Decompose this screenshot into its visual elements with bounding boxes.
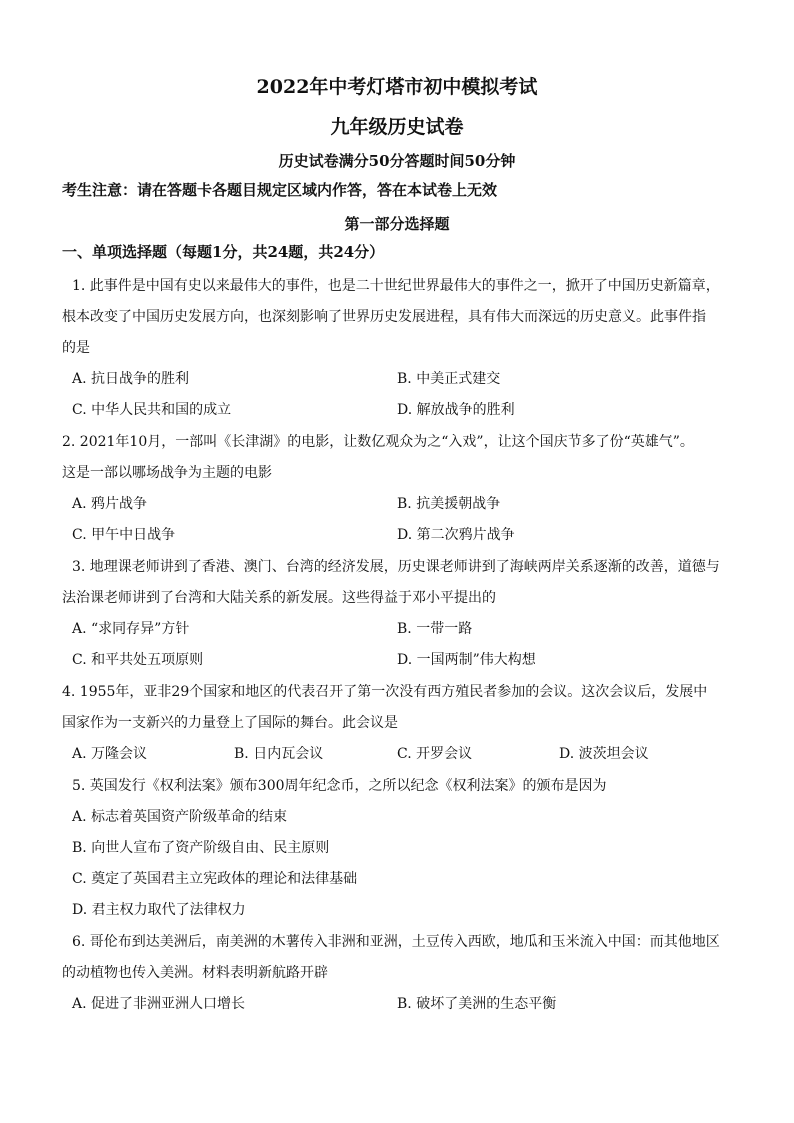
question-text: 4. 1955年，亚非29个国家和地区的代表召开了第一次没有西方殖民者参加的会议。这次会议后，发展中 <box>62 684 708 700</box>
option-a: A. 标志着英国资产阶级革命的结束 <box>72 809 288 825</box>
exam-info: 历史试卷满分50分答题时间50分钟 <box>278 152 516 170</box>
option-d: D. 君主权力取代了法律权力 <box>72 902 246 918</box>
option-d: D. 解放战争的胜利 <box>397 402 515 418</box>
option-b: B. 一带一路 <box>397 621 473 637</box>
option-d: D. 第二次鸦片战争 <box>397 527 515 543</box>
option-c: C. 甲午中日战争 <box>72 527 176 543</box>
question-text: 3. 地理课老师讲到了香港、澳门、台湾的经济发展，历史课老师讲到了海峡两岸关系逐渐的改善，道德与 <box>72 559 720 575</box>
option-a: A. 万隆会议 <box>72 746 148 762</box>
option-c: C. 中华人民共和国的成立 <box>72 402 232 418</box>
question-text: 这是一部以哪场战争为主题的电影 <box>62 465 272 481</box>
section-title: 一、单项选择题（每题1分，共24题，共24分） <box>62 243 385 261</box>
option-d: D. 波茨坦会议 <box>559 746 649 762</box>
question-text: 1. 此事件是中国有史以来最伟大的事件，也是二十世纪世界最伟大的事件之一，掀开了中国历史新篇章， <box>72 278 720 294</box>
question-text: 的是 <box>62 340 90 356</box>
option-b: B. 破坏了美洲的生态平衡 <box>397 996 557 1012</box>
option-b: B. 向世人宣布了资产阶级自由、民主原则 <box>72 840 330 856</box>
option-d: D. 一国两制”伟大构想 <box>397 652 536 668</box>
option-c: C. 开罗会议 <box>397 746 473 762</box>
option-b: B. 日内瓦会议 <box>234 746 324 762</box>
part-title: 第一部分选择题 <box>344 215 450 233</box>
exam-notice: 考生注意：请在答题卡各题目规定区域内作答，答在本试卷上无效 <box>62 181 498 199</box>
exam-subtitle: 九年级历史试卷 <box>330 116 464 138</box>
question-text: 2. 2021年10月，一部叫《长津湖》的电影，让数亿观众为之“入戏”，让这个国庆节多了份“英雄气”。 <box>62 434 694 450</box>
question-text: 6. 哥伦布到达美洲后，南美洲的木薯传入非洲和亚洲，土豆传入西欧，地瓜和玉米流入中国：而其他地区 <box>72 934 720 950</box>
option-a: A. 抗日战争的胜利 <box>72 371 190 387</box>
option-a: A. 促进了非洲亚洲人口增长 <box>72 996 246 1012</box>
question-text: 法治课老师讲到了台湾和大陆关系的新发展。这些得益于邓小平提出的 <box>62 590 496 606</box>
question-text: 国家作为一支新兴的力量登上了国际的舞台。此会议是 <box>62 715 398 731</box>
exam-title: 2022年中考灯塔市初中模拟考试 <box>256 76 538 98</box>
question-text: 5. 英国发行《权利法案》颁布300周年纪念币，之所以纪念《权利法案》的颁布是因为 <box>72 778 607 794</box>
option-c: C. 奠定了英国君主立宪政体的理论和法律基础 <box>72 871 358 887</box>
option-c: C. 和平共处五项原则 <box>72 652 204 668</box>
option-a: A. “求同存异”方针 <box>72 621 190 637</box>
option-b: B. 中美正式建交 <box>397 371 501 387</box>
option-a: A. 鸦片战争 <box>72 496 148 512</box>
question-text: 的动植物也传入美洲。材料表明新航路开辟 <box>62 965 328 981</box>
option-b: B. 抗美援朝战争 <box>397 496 501 512</box>
question-text: 根本改变了中国历史发展方向，也深刻影响了世界历史发展进程，具有伟大而深远的历史意义。此事件指 <box>62 309 706 325</box>
